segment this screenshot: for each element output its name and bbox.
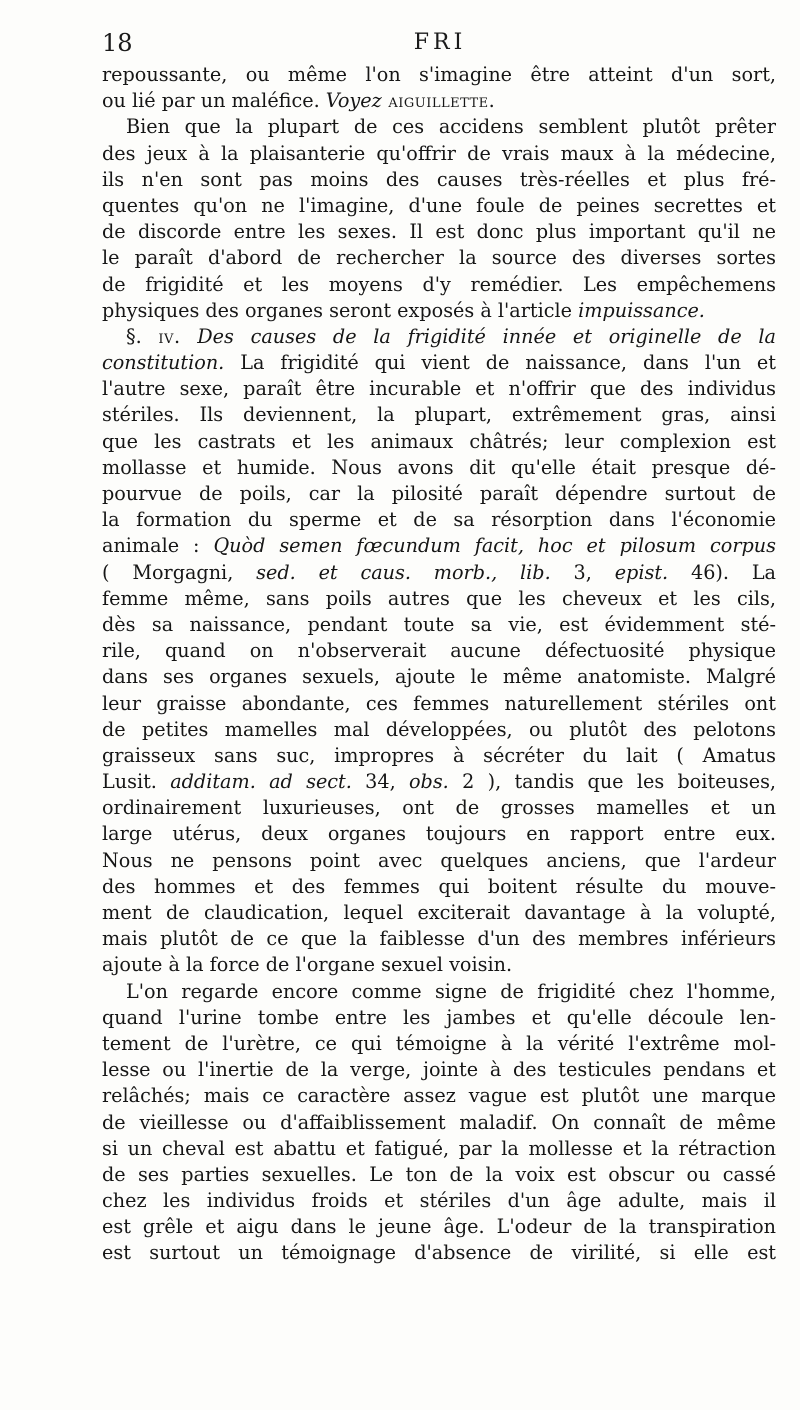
- line-text: de petites mamelles mal développées, ou plutôt des pelotons: [102, 717, 776, 741]
- text-line: [102, 245, 776, 271]
- text-line: [102, 219, 776, 245]
- line-text: lesse ou l'inertie de la verge, jointe à des testicules pendans et: [102, 1058, 776, 1082]
- line-text: mais plutôt de ce que la faiblesse d'un des membres inférieurs: [102, 927, 776, 951]
- text-line: [102, 848, 776, 874]
- line-text: que les castrats et les animaux châtrés; leur complexion est: [102, 429, 776, 453]
- italic-text: sed. et caus. morb., lib.: [256, 560, 551, 584]
- line-text: de vieillesse ou d'affaiblissement maladif. On connaît de même: [102, 1110, 776, 1134]
- text-line: [102, 743, 776, 769]
- line-text: 3,: [550, 560, 615, 584]
- line-text: graisseux sans suc, impropres à sécréter du lait ( Amatus: [102, 743, 776, 767]
- line-text: 2 ), tandis que les boiteuses,: [448, 770, 776, 794]
- italic-text: Quòd semen fœcundum facit, hoc et pilosum corpus: [213, 534, 776, 558]
- text-line: [102, 1136, 776, 1162]
- line-text: animale :: [102, 534, 214, 558]
- line-text: ( Morgagni,: [102, 560, 257, 584]
- line-text: relâchés; mais ce caractère assez vague est plutôt une marque: [102, 1084, 776, 1108]
- text-line: [102, 167, 776, 193]
- line-text: si un cheval est abattu et fatigué, par la mollesse et la rétraction: [102, 1136, 776, 1160]
- text-line: [102, 560, 776, 586]
- text-line: [102, 324, 776, 350]
- line-text: ordinairement luxurieuses, ont de grosses mamelles et un: [102, 796, 776, 820]
- line-text: est surtout un témoignage d'absence de virilité, si elle est: [102, 1241, 776, 1265]
- line-text: la formation du sperme et de sa résorption dans l'économie: [102, 508, 776, 532]
- line-text: tement de l'urètre, ce qui témoigne à la vérité l'extrême mol-: [102, 1031, 776, 1055]
- text-line: [102, 795, 776, 821]
- italic-text: constitution.: [102, 351, 225, 375]
- line-text: §.: [126, 324, 159, 348]
- line-text: le paraît d'abord de rechercher la source des diverses sortes: [102, 246, 776, 270]
- line-text: Nous ne pensons point avec quelques anciens, que l'ardeur: [102, 848, 776, 872]
- line-text: La frigidité qui vient de naissance, dans l'un et: [224, 351, 776, 375]
- line-text: ils n'en sont pas moins des causes très-réelles et plus fré-: [102, 167, 776, 191]
- text-line: [102, 1240, 776, 1266]
- text-line: [102, 507, 776, 533]
- text-line: [102, 586, 776, 612]
- text-line: [102, 900, 776, 926]
- line-text: Lusit.: [102, 770, 171, 794]
- line-text: physiques des organes seront exposés à l'article: [102, 298, 579, 322]
- text-line: [102, 1083, 776, 1109]
- italic-text: epist.: [614, 560, 669, 584]
- line-text: est grêle et aigu dans le jeune âge. L'odeur de la transpiration: [102, 1215, 776, 1239]
- line-text: l'autre sexe, paraît être incurable et n'offrir que des individus: [102, 377, 776, 401]
- line-text: L'on regarde encore comme signe de frigidité chez l'homme,: [126, 979, 776, 1003]
- line-text: stériles. Ils deviennent, la plupart, extrêmement gras, ainsi: [102, 403, 776, 427]
- line-text: ou lié par un maléfice.: [102, 89, 326, 113]
- line-text: dès sa naissance, pendant toute sa vie, est évidemment sté-: [102, 612, 776, 636]
- text-line: [102, 376, 776, 402]
- line-text: quentes qu'on ne l'imagine, d'une foule de peines secrettes et: [102, 193, 776, 217]
- text-line: [102, 979, 776, 1005]
- line-text: repoussante, ou même l'on s'imagine être atteint d'un sort,: [102, 63, 776, 86]
- italic-text: additam. ad sect.: [170, 770, 352, 794]
- text-line: [102, 455, 776, 481]
- line-text: large utérus, deux organes toujours en rapport entre eux.: [102, 822, 776, 846]
- line-text: chez les individus froids et stériles d'un âge adulte, mais il: [102, 1189, 776, 1213]
- italic-text: Voyez: [325, 89, 382, 113]
- text-line: [102, 298, 776, 324]
- text-line: [102, 874, 776, 900]
- line-text: femme même, sans poils autres que les cheveux et les cils,: [102, 586, 776, 610]
- text-line: [102, 664, 776, 690]
- text-line: [102, 769, 776, 795]
- text-line: [102, 1005, 776, 1031]
- text-line: [102, 821, 776, 847]
- text-line: [102, 1031, 776, 1057]
- italic-text: obs.: [409, 770, 449, 794]
- text-line: [102, 612, 776, 638]
- text-line: [102, 141, 776, 167]
- text-line: [102, 638, 776, 664]
- text-line: [102, 717, 776, 743]
- text-line: [102, 1057, 776, 1083]
- small-caps-text: iv.: [158, 324, 181, 348]
- line-text: 34,: [351, 770, 409, 794]
- line-text: ajoute à la force de l'organe sexuel voisin.: [102, 953, 513, 977]
- line-text: de ses parties sexuelles. Le ton de la voix est obscur ou cassé: [102, 1162, 776, 1186]
- line-text: quand l'urine tombe entre les jambes et qu'elle découle len-: [102, 1005, 776, 1029]
- text-line: [102, 62, 776, 88]
- text-line: [102, 272, 776, 298]
- text-line: [102, 350, 776, 376]
- line-text: de discorde entre les sexes. Il est donc plus important qu'il ne: [102, 220, 776, 244]
- line-text: dans ses organes sexuels, ajoute le même anatomiste. Malgré: [102, 665, 776, 689]
- text-line: [102, 1188, 776, 1214]
- line-text: leur graisse abondante, ces femmes naturellement stériles ont: [102, 691, 776, 715]
- text-line: [102, 481, 776, 507]
- text-line: [102, 1110, 776, 1136]
- line-text: ment de claudication, lequel exciterait davantage à la volupté,: [102, 901, 776, 924]
- page-header: [102, 28, 778, 58]
- italic-text: Des causes de la frigidité innée et originelle de la: [180, 324, 776, 348]
- small-caps-text: aiguillette.: [381, 89, 496, 113]
- line-text: 46). La: [668, 560, 776, 584]
- text-line: [102, 193, 776, 219]
- line-text: des jeux à la plaisanterie qu'offrir de vrais maux à la médecine,: [102, 141, 776, 165]
- line-text: mollasse et humide. Nous avons dit qu'elle était presque dé-: [102, 455, 776, 479]
- text-line: [102, 952, 776, 978]
- body-text: [102, 62, 776, 1267]
- line-text: des hommes et des femmes qui boitent résulte du mouve-: [102, 874, 776, 898]
- line-text: de frigidité et les moyens d'y remédier. Les empêchemens: [102, 272, 776, 296]
- text-line: [102, 533, 776, 559]
- text-line: [102, 926, 776, 952]
- line-text: rile, quand on n'observerait aucune défectuosité physique: [102, 639, 776, 663]
- text-line: [102, 1214, 776, 1240]
- text-line: [102, 429, 776, 455]
- italic-text: impuissance.: [578, 298, 705, 322]
- line-text: pourvue de poils, car la pilosité paraît dépendre surtout de: [102, 482, 776, 505]
- text-line: [102, 88, 776, 114]
- text-line: [102, 402, 776, 428]
- page-number: 18: [102, 29, 133, 57]
- running-head: FRI: [413, 30, 467, 55]
- text-line: [102, 1162, 776, 1188]
- text-line: [102, 691, 776, 717]
- text-line: [102, 114, 776, 140]
- line-text: Bien que la plupart de ces accidens semblent plutôt prêter: [126, 115, 776, 139]
